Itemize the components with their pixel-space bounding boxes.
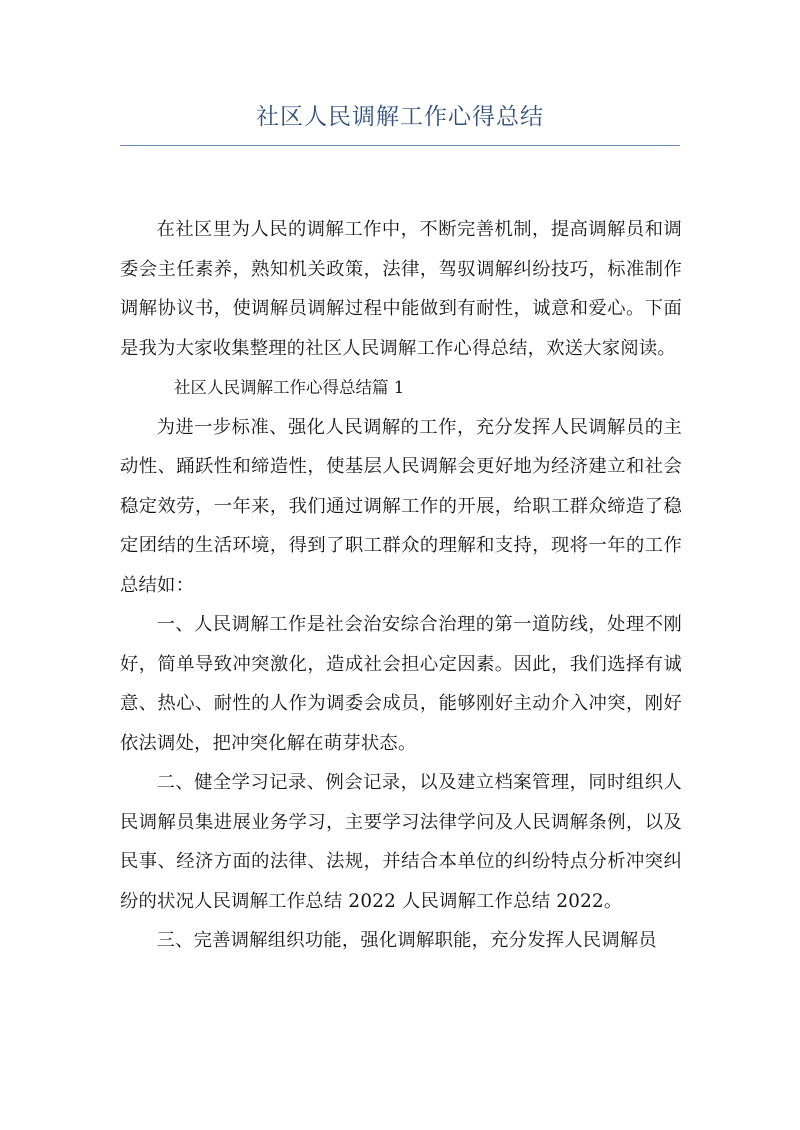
document-body [120,210,682,961]
body-paragraph: 二、健全学习记录、例会记录，以及建立档案管理，同时组织人民调解员集进展业务学习，主要学习法律学问及人民调解条例，以及民事、经济方面的法律、法规，并结合本单位的纠纷特点分析冲突纠纷的状况人民调解工作总结 2022 人民调解工作总结 2022。 [120,772,682,912]
body-paragraph: 一、人民调解工作是社会治安综合治理的第一道防线，处理不刚好，简单导致冲突激化，造成社会担心定因素。因此，我们选择有诚意、热心、耐性的人作为调委会成员，能够刚好主动介入冲突，刚好依法调处，把冲突化解在萌芽状态。 [120,614,682,754]
intro-paragraph: 在社区里为人民的调解工作中，不断完善机制，提高调解员和调委会主任素养，熟知机关政策，法律，驾驭调解纠纷技巧，标准制作调解协议书，使调解员调解过程中能做到有耐性，诚意和爱心。下面是我为大家收集整理的社区人民调解工作心得总结，欢送大家阅读。 [120,219,682,359]
section-heading: 社区人民调解工作心得总结篇 1 [174,378,405,397]
document-title: 社区人民调解工作心得总结 [256,104,544,130]
body-paragraph: 为进一步标准、强化人民调解的工作，充分发挥人民调解员的主动性、踊跃性和缔造性，使基层人民调解会更好地为经济建立和社会稳定效劳，一年来，我们通过调解工作的开展，给职工群众缔造了稳定团结的生活环境，得到了职工群众的理解和支持，现将一年的工作总结如： [120,416,682,596]
title-divider [120,145,680,146]
body-paragraph: 三、完善调解组织功能，强化调解职能，充分发挥人民调解员 [156,930,657,951]
